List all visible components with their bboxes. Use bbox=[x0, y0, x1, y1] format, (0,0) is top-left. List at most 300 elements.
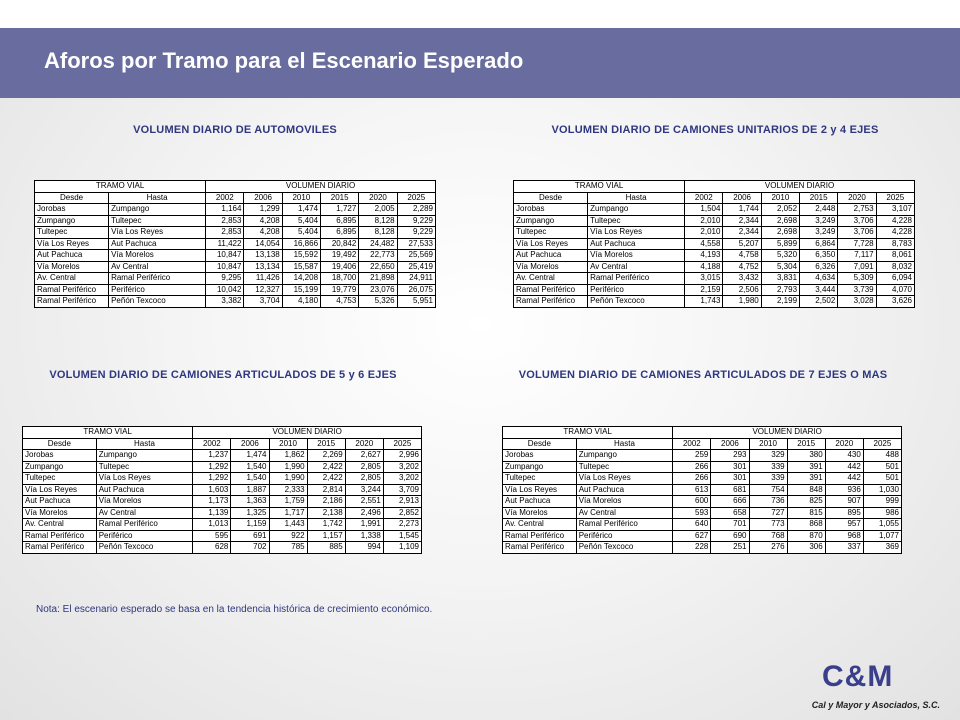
cell-value: 1,157 bbox=[307, 530, 345, 542]
cell-value: 6,350 bbox=[800, 250, 838, 262]
cell-value: 23,076 bbox=[359, 284, 397, 296]
header-year: 2020 bbox=[825, 438, 863, 450]
cell-value: 1,727 bbox=[321, 204, 359, 216]
cell-value: 339 bbox=[749, 473, 787, 485]
cell-value: 4,180 bbox=[282, 296, 320, 308]
table-row bbox=[503, 519, 902, 531]
cell-value: 1,363 bbox=[231, 496, 269, 508]
cell-value: 2,344 bbox=[723, 227, 761, 239]
cell-hasta: Vía Los Reyes bbox=[588, 227, 685, 239]
table-row bbox=[23, 542, 422, 554]
cell-value: 9,295 bbox=[206, 273, 244, 285]
cell-desde: Jorobas bbox=[23, 450, 97, 462]
cell-value: 6,895 bbox=[321, 227, 359, 239]
cell-value: 1,325 bbox=[231, 507, 269, 519]
cell-value: 2,753 bbox=[838, 204, 876, 216]
cell-value: 907 bbox=[825, 496, 863, 508]
cell-value: 2,199 bbox=[761, 296, 799, 308]
header-desde: Desde bbox=[35, 192, 109, 204]
cell-value: 1,980 bbox=[723, 296, 761, 308]
cell-value: 815 bbox=[787, 507, 825, 519]
cell-value: 825 bbox=[787, 496, 825, 508]
cell-hasta: Ramal Periférico bbox=[588, 273, 685, 285]
cell-value: 9,229 bbox=[397, 227, 435, 239]
cell-value: 3,706 bbox=[838, 227, 876, 239]
header-year: 2025 bbox=[876, 192, 914, 204]
cell-value: 3,831 bbox=[761, 273, 799, 285]
cell-value: 1,887 bbox=[231, 484, 269, 496]
header-year: 2015 bbox=[321, 192, 359, 204]
header-volumen-diario: VOLUMEN DIARIO bbox=[685, 181, 915, 193]
cell-value: 4,188 bbox=[685, 261, 723, 273]
cell-desde: Ramal Periférico bbox=[503, 542, 577, 554]
table-automoviles bbox=[34, 180, 436, 308]
cell-value: 4,758 bbox=[723, 250, 761, 262]
cell-value: 501 bbox=[863, 473, 901, 485]
cell-value: 26,075 bbox=[397, 284, 435, 296]
header-volumen-diario: VOLUMEN DIARIO bbox=[673, 427, 902, 439]
table-articulados-5-6 bbox=[22, 426, 422, 554]
cell-desde: Tultepec bbox=[503, 473, 577, 485]
table-row bbox=[35, 273, 436, 285]
cell-value: 2,186 bbox=[307, 496, 345, 508]
cell-value: 24,911 bbox=[397, 273, 435, 285]
cell-value: 936 bbox=[825, 484, 863, 496]
cell-value: 4,634 bbox=[800, 273, 838, 285]
cell-value: 3,382 bbox=[206, 296, 244, 308]
cell-value: 681 bbox=[711, 484, 749, 496]
cell-value: 2,793 bbox=[761, 284, 799, 296]
table-row bbox=[503, 484, 902, 496]
cell-value: 5,404 bbox=[282, 215, 320, 227]
cell-value: 627 bbox=[673, 530, 711, 542]
table-row bbox=[514, 215, 915, 227]
cell-hasta: Vía Morelos bbox=[96, 496, 193, 508]
cell-value: 885 bbox=[307, 542, 345, 554]
table-row bbox=[23, 507, 422, 519]
table-row bbox=[514, 204, 915, 216]
cell-value: 1,055 bbox=[863, 519, 901, 531]
header-tramo-vial: TRAMO VIAL bbox=[23, 427, 193, 439]
cell-value: 501 bbox=[863, 461, 901, 473]
header-hasta: Hasta bbox=[576, 438, 673, 450]
table-row bbox=[503, 450, 902, 462]
cell-desde: Aut Pachuca bbox=[23, 496, 97, 508]
cell-desde: Av. Central bbox=[23, 519, 97, 531]
cell-hasta: Av Central bbox=[96, 507, 193, 519]
cell-value: 1,504 bbox=[685, 204, 723, 216]
cell-value: 3,249 bbox=[800, 227, 838, 239]
cell-value: 2,627 bbox=[345, 450, 383, 462]
table-row bbox=[23, 473, 422, 485]
header-year: 2015 bbox=[307, 438, 345, 450]
cell-value: 2,814 bbox=[307, 484, 345, 496]
table-header-row bbox=[23, 427, 422, 439]
cell-value: 640 bbox=[673, 519, 711, 531]
cell-value: 488 bbox=[863, 450, 901, 462]
cell-value: 2,853 bbox=[206, 227, 244, 239]
table-row bbox=[35, 284, 436, 296]
table-row bbox=[514, 296, 915, 308]
cell-desde: Vía Los Reyes bbox=[503, 484, 577, 496]
header-year: 2002 bbox=[673, 438, 711, 450]
table-row bbox=[35, 250, 436, 262]
cell-value: 5,326 bbox=[359, 296, 397, 308]
cell-desde: Aut Pachuca bbox=[35, 250, 109, 262]
table-row bbox=[514, 273, 915, 285]
cell-value: 2,506 bbox=[723, 284, 761, 296]
cell-desde: Ramal Periférico bbox=[514, 284, 588, 296]
cell-value: 15,587 bbox=[282, 261, 320, 273]
section-title-camiones-unitarios: VOLUMEN DIARIO DE CAMIONES UNITARIOS DE 2 y 4 EJES bbox=[551, 124, 879, 136]
cell-value: 848 bbox=[787, 484, 825, 496]
cell-desde: Vía Los Reyes bbox=[514, 238, 588, 250]
cell-value: 266 bbox=[673, 473, 711, 485]
cell-value: 2,333 bbox=[269, 484, 307, 496]
cell-value: 5,207 bbox=[723, 238, 761, 250]
cell-value: 1,443 bbox=[269, 519, 307, 531]
cell-hasta: Av Central bbox=[109, 261, 206, 273]
cell-value: 306 bbox=[787, 542, 825, 554]
cell-value: 369 bbox=[863, 542, 901, 554]
page-title: Aforos por Tramo para el Escenario Esperado bbox=[44, 48, 524, 73]
cell-hasta: Av Central bbox=[576, 507, 673, 519]
header-tramo-vial: TRAMO VIAL bbox=[35, 181, 206, 193]
cell-hasta: Vía Morelos bbox=[576, 496, 673, 508]
cell-value: 10,847 bbox=[206, 250, 244, 262]
header-volumen-diario: VOLUMEN DIARIO bbox=[206, 181, 436, 193]
cell-value: 773 bbox=[749, 519, 787, 531]
cell-value: 3,244 bbox=[345, 484, 383, 496]
cell-hasta: Zumpango bbox=[109, 204, 206, 216]
cell-value: 1,237 bbox=[193, 450, 231, 462]
cell-value: 4,193 bbox=[685, 250, 723, 262]
cell-value: 1,292 bbox=[193, 461, 231, 473]
cell-value: 727 bbox=[749, 507, 787, 519]
table-row bbox=[503, 530, 902, 542]
cell-hasta: Aut Pachuca bbox=[96, 484, 193, 496]
cell-value: 25,569 bbox=[397, 250, 435, 262]
cell-value: 3,432 bbox=[723, 273, 761, 285]
cell-hasta: Tultepec bbox=[109, 215, 206, 227]
cell-value: 7,117 bbox=[838, 250, 876, 262]
title-bar bbox=[0, 28, 960, 98]
cell-value: 8,032 bbox=[876, 261, 914, 273]
table-subheader-row bbox=[35, 192, 436, 204]
cell-hasta: Vía Morelos bbox=[109, 250, 206, 262]
header-desde: Desde bbox=[23, 438, 97, 450]
cell-value: 2,052 bbox=[761, 204, 799, 216]
cell-value: 1,743 bbox=[685, 296, 723, 308]
table-row bbox=[514, 284, 915, 296]
cell-value: 20,842 bbox=[321, 238, 359, 250]
cell-value: 11,422 bbox=[206, 238, 244, 250]
cell-value: 1,474 bbox=[231, 450, 269, 462]
header-year: 2010 bbox=[761, 192, 799, 204]
cell-value: 2,698 bbox=[761, 227, 799, 239]
cell-value: 14,054 bbox=[244, 238, 282, 250]
cell-desde: Jorobas bbox=[503, 450, 577, 462]
cell-hasta: Zumpango bbox=[576, 450, 673, 462]
cell-value: 276 bbox=[749, 542, 787, 554]
cell-hasta: Av Central bbox=[588, 261, 685, 273]
cell-value: 701 bbox=[711, 519, 749, 531]
cell-value: 301 bbox=[711, 473, 749, 485]
cell-hasta: Tultepec bbox=[96, 461, 193, 473]
cell-hasta: Aut Pachuca bbox=[576, 484, 673, 496]
cell-value: 2,805 bbox=[345, 461, 383, 473]
header-year: 2025 bbox=[383, 438, 421, 450]
table-row bbox=[35, 296, 436, 308]
cell-value: 1,109 bbox=[383, 542, 421, 554]
table-row bbox=[23, 519, 422, 531]
cell-desde: Ramal Periférico bbox=[23, 530, 97, 542]
cell-desde: Vía Los Reyes bbox=[23, 484, 97, 496]
cell-value: 14,208 bbox=[282, 273, 320, 285]
header-desde: Desde bbox=[514, 192, 588, 204]
table-articulados-7 bbox=[502, 426, 902, 554]
logo-sub-text: Cal y Mayor y Asociados, S.C. bbox=[811, 700, 940, 710]
table-row bbox=[503, 473, 902, 485]
cell-value: 1,759 bbox=[269, 496, 307, 508]
cell-value: 8,128 bbox=[359, 215, 397, 227]
cell-value: 22,650 bbox=[359, 261, 397, 273]
cell-value: 2,496 bbox=[345, 507, 383, 519]
cell-desde: Ramal Periférico bbox=[35, 284, 109, 296]
cell-value: 736 bbox=[749, 496, 787, 508]
section-title-articulados-5-6: VOLUMEN DIARIO DE CAMIONES ARTICULADOS DE 5 y 6 EJES bbox=[49, 369, 397, 381]
cell-value: 6,895 bbox=[321, 215, 359, 227]
cell-hasta: Ramal Periférico bbox=[96, 519, 193, 531]
header-desde: Desde bbox=[503, 438, 577, 450]
logo-main-text: C&M bbox=[822, 660, 894, 693]
cell-value: 3,249 bbox=[800, 215, 838, 227]
cell-desde: Vía Morelos bbox=[514, 261, 588, 273]
cell-value: 3,709 bbox=[383, 484, 421, 496]
cell-value: 266 bbox=[673, 461, 711, 473]
header-year: 2010 bbox=[269, 438, 307, 450]
cell-value: 2,010 bbox=[685, 227, 723, 239]
cell-value: 3,706 bbox=[838, 215, 876, 227]
cell-value: 7,728 bbox=[838, 238, 876, 250]
table-header-row bbox=[35, 181, 436, 193]
cell-desde: Tultepec bbox=[35, 227, 109, 239]
cell-hasta: Vía Los Reyes bbox=[96, 473, 193, 485]
header-year: 2020 bbox=[345, 438, 383, 450]
cell-hasta: Vía Los Reyes bbox=[576, 473, 673, 485]
cell-value: 690 bbox=[711, 530, 749, 542]
cell-value: 2,551 bbox=[345, 496, 383, 508]
cell-value: 1,742 bbox=[307, 519, 345, 531]
cell-value: 785 bbox=[269, 542, 307, 554]
cell-hasta: Ramal Periférico bbox=[576, 519, 673, 531]
table-row bbox=[514, 250, 915, 262]
table-row bbox=[514, 261, 915, 273]
cell-value: 1,991 bbox=[345, 519, 383, 531]
cell-value: 2,289 bbox=[397, 204, 435, 216]
cell-value: 2,805 bbox=[345, 473, 383, 485]
cell-value: 10,042 bbox=[206, 284, 244, 296]
header-year: 2006 bbox=[723, 192, 761, 204]
cell-value: 702 bbox=[231, 542, 269, 554]
cell-value: 6,094 bbox=[876, 273, 914, 285]
cell-hasta: Peñón Texcoco bbox=[588, 296, 685, 308]
cell-value: 22,773 bbox=[359, 250, 397, 262]
cell-value: 3,202 bbox=[383, 473, 421, 485]
section-title-automoviles: VOLUMEN DIARIO DE AUTOMOVILES bbox=[133, 124, 337, 136]
cell-hasta: Ramal Periférico bbox=[109, 273, 206, 285]
cell-value: 5,320 bbox=[761, 250, 799, 262]
top-strip bbox=[0, 0, 960, 28]
cell-hasta: Aut Pachuca bbox=[588, 238, 685, 250]
cell-desde: Zumpango bbox=[503, 461, 577, 473]
cell-value: 1,990 bbox=[269, 461, 307, 473]
cell-value: 12,327 bbox=[244, 284, 282, 296]
cell-desde: Vía Los Reyes bbox=[35, 238, 109, 250]
cell-value: 2,422 bbox=[307, 461, 345, 473]
cell-value: 1,164 bbox=[206, 204, 244, 216]
cell-value: 2,138 bbox=[307, 507, 345, 519]
header-hasta: Hasta bbox=[109, 192, 206, 204]
cell-hasta: Peñón Texcoco bbox=[96, 542, 193, 554]
header-year: 2015 bbox=[800, 192, 838, 204]
table-header-row bbox=[514, 181, 915, 193]
table-row bbox=[503, 496, 902, 508]
cell-value: 3,739 bbox=[838, 284, 876, 296]
cell-value: 7,091 bbox=[838, 261, 876, 273]
table-row bbox=[35, 215, 436, 227]
cell-value: 628 bbox=[193, 542, 231, 554]
cell-desde: Av. Central bbox=[503, 519, 577, 531]
table-row bbox=[514, 238, 915, 250]
cell-value: 380 bbox=[787, 450, 825, 462]
table-row bbox=[514, 227, 915, 239]
cell-value: 8,061 bbox=[876, 250, 914, 262]
cell-desde: Tultepec bbox=[514, 227, 588, 239]
cell-value: 658 bbox=[711, 507, 749, 519]
cell-value: 868 bbox=[787, 519, 825, 531]
cell-value: 3,107 bbox=[876, 204, 914, 216]
header-volumen-diario: VOLUMEN DIARIO bbox=[193, 427, 422, 439]
cell-value: 1,603 bbox=[193, 484, 231, 496]
table-subheader-row bbox=[503, 438, 902, 450]
cell-value: 21,898 bbox=[359, 273, 397, 285]
cell-value: 994 bbox=[345, 542, 383, 554]
cell-value: 391 bbox=[787, 461, 825, 473]
cell-value: 870 bbox=[787, 530, 825, 542]
cell-value: 8,128 bbox=[359, 227, 397, 239]
table-row bbox=[35, 227, 436, 239]
cell-value: 1,338 bbox=[345, 530, 383, 542]
cell-value: 4,753 bbox=[321, 296, 359, 308]
table-row bbox=[23, 461, 422, 473]
header-year: 2015 bbox=[787, 438, 825, 450]
cell-value: 13,138 bbox=[244, 250, 282, 262]
company-logo bbox=[790, 660, 950, 716]
cell-value: 1,862 bbox=[269, 450, 307, 462]
cell-value: 228 bbox=[673, 542, 711, 554]
footnote: Nota: El escenario esperado se basa en la tendencia histórica de crecimiento económico. bbox=[36, 604, 433, 615]
cell-value: 2,913 bbox=[383, 496, 421, 508]
cell-value: 1,299 bbox=[244, 204, 282, 216]
table-row bbox=[23, 496, 422, 508]
cell-hasta: Periférico bbox=[588, 284, 685, 296]
table-row bbox=[503, 507, 902, 519]
cell-value: 391 bbox=[787, 473, 825, 485]
cell-hasta: Tultepec bbox=[576, 461, 673, 473]
cell-value: 1,030 bbox=[863, 484, 901, 496]
cell-hasta: Vía Los Reyes bbox=[109, 227, 206, 239]
cell-value: 968 bbox=[825, 530, 863, 542]
cell-hasta: Aut Pachuca bbox=[109, 238, 206, 250]
cell-value: 1,990 bbox=[269, 473, 307, 485]
cell-value: 251 bbox=[711, 542, 749, 554]
table-row bbox=[35, 204, 436, 216]
cell-value: 5,304 bbox=[761, 261, 799, 273]
cell-value: 24,482 bbox=[359, 238, 397, 250]
cell-value: 600 bbox=[673, 496, 711, 508]
cell-value: 337 bbox=[825, 542, 863, 554]
cell-value: 442 bbox=[825, 461, 863, 473]
cell-desde: Av. Central bbox=[514, 273, 588, 285]
cell-value: 1,540 bbox=[231, 461, 269, 473]
header-year: 2006 bbox=[231, 438, 269, 450]
cell-value: 1,159 bbox=[231, 519, 269, 531]
cell-value: 1,139 bbox=[193, 507, 231, 519]
cell-desde: Zumpango bbox=[514, 215, 588, 227]
cell-desde: Ramal Periférico bbox=[514, 296, 588, 308]
cell-value: 10,847 bbox=[206, 261, 244, 273]
cell-desde: Ramal Periférico bbox=[35, 296, 109, 308]
cell-value: 3,015 bbox=[685, 273, 723, 285]
cell-value: 2,344 bbox=[723, 215, 761, 227]
cell-value: 329 bbox=[749, 450, 787, 462]
cell-value: 957 bbox=[825, 519, 863, 531]
cell-value: 895 bbox=[825, 507, 863, 519]
header-hasta: Hasta bbox=[588, 192, 685, 204]
cell-value: 6,864 bbox=[800, 238, 838, 250]
cell-value: 3,028 bbox=[838, 296, 876, 308]
cell-value: 19,406 bbox=[321, 261, 359, 273]
cell-value: 922 bbox=[269, 530, 307, 542]
cell-value: 754 bbox=[749, 484, 787, 496]
header-year: 2025 bbox=[397, 192, 435, 204]
table-row bbox=[503, 542, 902, 554]
cell-value: 4,208 bbox=[244, 227, 282, 239]
cell-value: 2,005 bbox=[359, 204, 397, 216]
cell-value: 613 bbox=[673, 484, 711, 496]
cell-value: 1,077 bbox=[863, 530, 901, 542]
cell-value: 4,208 bbox=[244, 215, 282, 227]
table-camiones-unitarios bbox=[513, 180, 915, 308]
cell-value: 595 bbox=[193, 530, 231, 542]
header-year: 2010 bbox=[749, 438, 787, 450]
cell-value: 19,779 bbox=[321, 284, 359, 296]
cell-hasta: Periférico bbox=[109, 284, 206, 296]
cell-value: 2,269 bbox=[307, 450, 345, 462]
cell-value: 293 bbox=[711, 450, 749, 462]
cell-value: 6,326 bbox=[800, 261, 838, 273]
cell-desde: Av. Central bbox=[35, 273, 109, 285]
cell-value: 2,422 bbox=[307, 473, 345, 485]
cell-desde: Zumpango bbox=[23, 461, 97, 473]
header-year: 2020 bbox=[359, 192, 397, 204]
cell-value: 5,404 bbox=[282, 227, 320, 239]
cell-hasta: Peñón Texcoco bbox=[109, 296, 206, 308]
cell-value: 4,752 bbox=[723, 261, 761, 273]
cell-value: 1,540 bbox=[231, 473, 269, 485]
cell-value: 16,866 bbox=[282, 238, 320, 250]
